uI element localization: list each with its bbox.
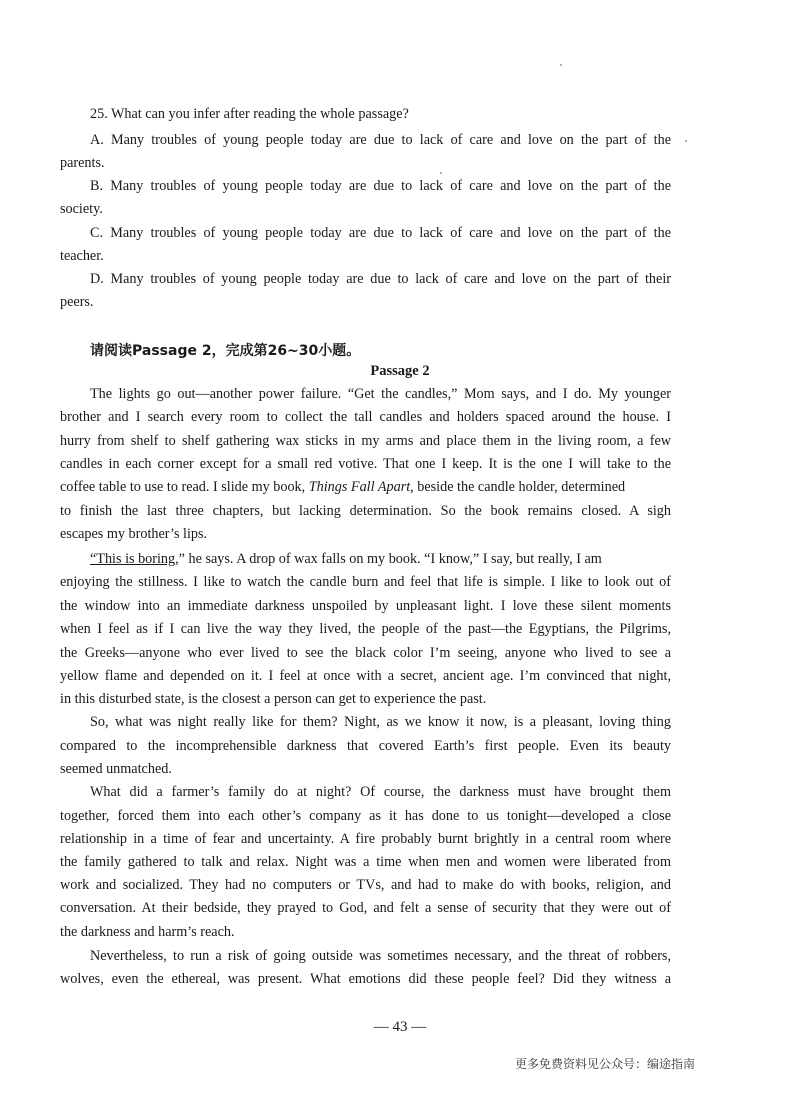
- book-title: Things Fall Apart: [308, 479, 411, 495]
- p2-line5: the Greeks—anyone who ever lived to see the black color I’m seeing, anyone who lived to see a: [60, 645, 671, 661]
- p2-line7: in this disturbed state, is the closest a person can get to experience the past.: [60, 691, 487, 707]
- p1-line5-start: coffee table to use to read. I slide my book,: [60, 479, 309, 495]
- p4-line5: work and socialized. They had no computers or TVs, and had to make do with books, religion, and: [60, 877, 671, 893]
- option-c-line2: teacher.: [60, 248, 104, 264]
- section-heading: 请阅读Passage 2，完成第26~30小题。: [90, 343, 361, 359]
- option-d-line2: peers.: [60, 294, 94, 310]
- p1-line5: [60, 479, 625, 495]
- option-a-line2: parents.: [60, 155, 105, 171]
- p4-line1: What did a farmer’s family do at night? Of course, the darkness must have brought them: [90, 784, 671, 800]
- option-b-line1: B. Many troubles of young people today are due to lack of care and love on the part of the: [90, 178, 671, 194]
- p4-line6: conversation. At their bedside, they prayed to God, and felt a sense of security that they were out of: [60, 900, 671, 916]
- p1-line2: brother and I search every room to collect the tall candles and holders spaced around the house. I: [60, 409, 671, 425]
- passage-title: Passage 2: [370, 363, 430, 379]
- question-25-stem: 25. What can you infer after reading the whole passage?: [90, 106, 409, 122]
- p2-line1-rest: ” he says. A drop of wax falls on my book. “I know,” I say, but really, I am: [178, 551, 602, 567]
- p3-line2: compared to the incomprehensible darkness that covered Earth’s first people. Even its beauty: [60, 738, 671, 754]
- underlined-quote: “This is boring,: [90, 551, 179, 567]
- p2-line6: yellow flame and depended on it. I feel at once with a secret, ancient age. I’m convinced that night,: [60, 668, 671, 684]
- p1-line4: candles in each corner except for a small red votive. That one I keep. It is the one I will take to the: [60, 456, 671, 472]
- scan-speck: [685, 140, 687, 142]
- p1-line5-end: , beside the candle holder, determined: [410, 479, 626, 495]
- p1-line1: The lights go out—another power failure. “Get the candles,” Mom says, and I do. My younger: [90, 386, 671, 402]
- p2-line4: when I feel as if I can live the way they lived, the people of the past—the Egyptians, the Pilgrims,: [60, 621, 671, 637]
- option-d-line1: D. Many troubles of young people today are due to lack of care and love on the part of their: [90, 271, 671, 287]
- option-a-line1: A. Many troubles of young people today are due to lack of care and love on the part of the: [90, 132, 671, 148]
- p4-line3: relationship in a time of fear and uncertainty. A fire probably burnt brightly in a central room where: [60, 831, 671, 847]
- scan-speck: [440, 172, 442, 174]
- p4-line7: the darkness and harm’s reach.: [60, 924, 235, 940]
- p4-line2: together, forced them into each other’s company as it has done to us tonight—developed a close: [60, 808, 671, 824]
- option-c-line1: C. Many troubles of young people today are due to lack of care and love on the part of the: [90, 225, 671, 241]
- option-b-line2: society.: [60, 201, 103, 217]
- p1-line7: escapes my brother’s lips.: [60, 526, 208, 542]
- footer-note: 更多免费资料见公众号：编途指南: [514, 1057, 695, 1071]
- p5-line1: Nevertheless, to run a risk of going outside was sometimes necessary, and the threat of robbers,: [90, 948, 671, 964]
- p3-line1: So, what was night really like for them? Night, as we know it now, is a pleasant, loving thing: [90, 714, 671, 730]
- p5-line2: wolves, even the ethereal, was present. What emotions did these people feel? Did they witness a: [60, 971, 671, 987]
- p2-line3: the window into an immediate darkness unspoiled by unpleasant light. I love these silent moments: [60, 598, 671, 614]
- p1-line3: hurry from shelf to shelf gathering wax sticks in my arms and place them in the living room, a few: [60, 433, 671, 449]
- p2-line2: enjoying the stillness. I like to watch the candle burn and feel that life is simple. I like to look out of: [60, 574, 671, 590]
- p3-line3: seemed unmatched.: [60, 761, 172, 777]
- page-number: — 43 —: [373, 1019, 427, 1035]
- p2-line1: [90, 551, 602, 567]
- p1-line6: to finish the last three chapters, but lacking determination. So the book remains closed. A sigh: [60, 503, 671, 519]
- p4-line4: the family gathered to talk and relax. Night was a time when men and women were liberated from: [60, 854, 671, 870]
- scan-speck: [560, 64, 562, 66]
